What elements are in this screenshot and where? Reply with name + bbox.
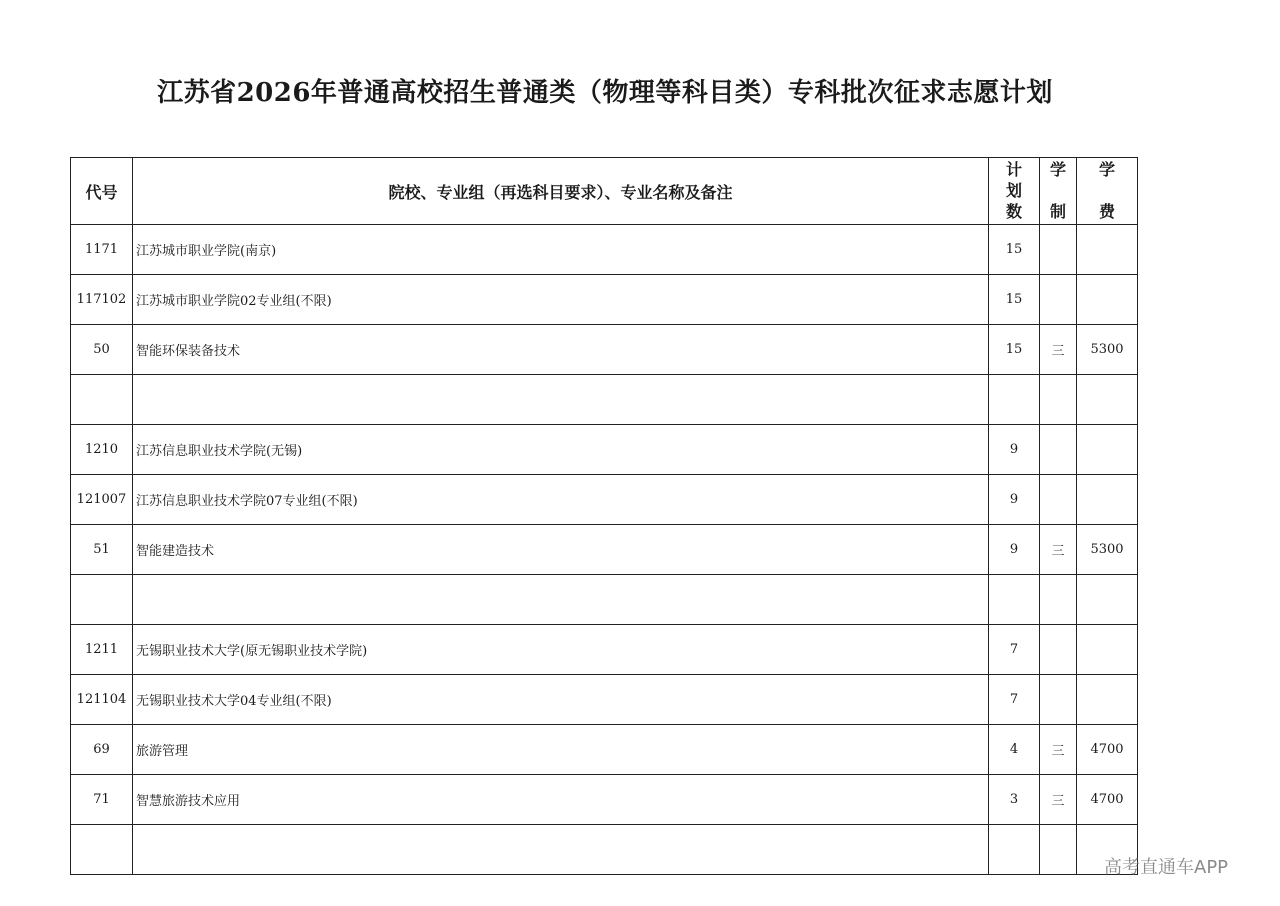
cell-plan bbox=[989, 575, 1040, 625]
cell-name bbox=[133, 825, 989, 875]
header-fee-char: 学 bbox=[1098, 160, 1115, 179]
cell-code: 69 bbox=[71, 725, 133, 775]
header-system-char: 制 bbox=[1049, 202, 1066, 222]
cell-code: 71 bbox=[71, 775, 133, 825]
cell-code bbox=[71, 375, 133, 425]
table-body bbox=[71, 225, 1138, 875]
cell-system bbox=[1040, 275, 1077, 325]
cell-system bbox=[1040, 575, 1077, 625]
cell-name: 江苏信息职业技术学院07专业组(不限) bbox=[133, 475, 989, 525]
cell-plan: 4 bbox=[989, 725, 1040, 775]
cell-code bbox=[71, 575, 133, 625]
cell-plan bbox=[989, 375, 1040, 425]
cell-name bbox=[133, 575, 989, 625]
table-row bbox=[71, 375, 1138, 425]
cell-plan bbox=[989, 825, 1040, 875]
cell-fee bbox=[1077, 475, 1138, 525]
cell-code: 51 bbox=[71, 525, 133, 575]
table-row bbox=[71, 625, 1138, 675]
cell-fee bbox=[1077, 275, 1138, 325]
cell-fee: 4700 bbox=[1077, 725, 1138, 775]
table-row bbox=[71, 325, 1138, 375]
cell-system bbox=[1040, 375, 1077, 425]
cell-system: 三 bbox=[1040, 725, 1077, 775]
cell-plan: 9 bbox=[989, 425, 1040, 475]
cell-system bbox=[1040, 825, 1077, 875]
header-plan-char: 划 bbox=[1005, 181, 1022, 201]
header-system-char: 学 bbox=[1049, 160, 1066, 179]
cell-system bbox=[1040, 475, 1077, 525]
cell-plan: 15 bbox=[989, 225, 1040, 275]
plan-table bbox=[70, 157, 1138, 875]
cell-plan: 3 bbox=[989, 775, 1040, 825]
cell-code: 117102 bbox=[71, 275, 133, 325]
cell-code: 50 bbox=[71, 325, 133, 375]
cell-system bbox=[1040, 225, 1077, 275]
cell-name: 旅游管理 bbox=[133, 725, 989, 775]
cell-code: 121104 bbox=[71, 675, 133, 725]
header-name: 院校、专业组（再选科目要求）、专业名称及备注 bbox=[133, 158, 989, 225]
cell-name: 无锡职业技术大学04专业组(不限) bbox=[133, 675, 989, 725]
table-row bbox=[71, 725, 1138, 775]
cell-system bbox=[1040, 625, 1077, 675]
table-row bbox=[71, 675, 1138, 725]
cell-system bbox=[1040, 675, 1077, 725]
cell-name: 无锡职业技术大学(原无锡职业技术学院) bbox=[133, 625, 989, 675]
page-title: 江苏省2026年普通高校招生普通类（物理等科目类）专科批次征求志愿计划 bbox=[157, 78, 1053, 108]
watermark: 高考直通车APP bbox=[1104, 857, 1229, 878]
cell-code: 1211 bbox=[71, 625, 133, 675]
cell-plan: 9 bbox=[989, 525, 1040, 575]
cell-name: 智能建造技术 bbox=[133, 525, 989, 575]
table-row bbox=[71, 475, 1138, 525]
cell-fee: 4700 bbox=[1077, 775, 1138, 825]
cell-system: 三 bbox=[1040, 525, 1077, 575]
header-plan-char: 数 bbox=[1005, 202, 1022, 222]
cell-fee bbox=[1077, 225, 1138, 275]
cell-fee bbox=[1077, 625, 1138, 675]
cell-plan: 15 bbox=[989, 275, 1040, 325]
table-row bbox=[71, 225, 1138, 275]
cell-code: 1171 bbox=[71, 225, 133, 275]
cell-fee bbox=[1077, 675, 1138, 725]
cell-system bbox=[1040, 425, 1077, 475]
table-row bbox=[71, 275, 1138, 325]
cell-plan: 7 bbox=[989, 675, 1040, 725]
header-fee bbox=[1077, 158, 1138, 225]
cell-system: 三 bbox=[1040, 775, 1077, 825]
table-row bbox=[71, 575, 1138, 625]
table-row bbox=[71, 525, 1138, 575]
cell-fee bbox=[1077, 425, 1138, 475]
cell-fee bbox=[1077, 375, 1138, 425]
table-row bbox=[71, 425, 1138, 475]
cell-name: 智能环保装备技术 bbox=[133, 325, 989, 375]
cell-name: 江苏信息职业技术学院(无锡) bbox=[133, 425, 989, 475]
cell-plan: 7 bbox=[989, 625, 1040, 675]
table-row bbox=[71, 825, 1138, 875]
cell-fee bbox=[1077, 575, 1138, 625]
cell-fee: 5300 bbox=[1077, 325, 1138, 375]
cell-code: 1210 bbox=[71, 425, 133, 475]
cell-name bbox=[133, 375, 989, 425]
header-code: 代号 bbox=[71, 158, 133, 225]
cell-plan: 15 bbox=[989, 325, 1040, 375]
table-row bbox=[71, 775, 1138, 825]
cell-system: 三 bbox=[1040, 325, 1077, 375]
cell-code bbox=[71, 825, 133, 875]
table-header-row bbox=[71, 158, 1138, 225]
cell-name: 江苏城市职业学院(南京) bbox=[133, 225, 989, 275]
cell-name: 江苏城市职业学院02专业组(不限) bbox=[133, 275, 989, 325]
header-system bbox=[1040, 158, 1077, 225]
header-plan-char: 计 bbox=[1005, 160, 1022, 179]
cell-name: 智慧旅游技术应用 bbox=[133, 775, 989, 825]
header-plan bbox=[989, 158, 1040, 225]
cell-fee: 5300 bbox=[1077, 525, 1138, 575]
cell-code: 121007 bbox=[71, 475, 133, 525]
header-fee-char: 费 bbox=[1098, 202, 1115, 222]
cell-plan: 9 bbox=[989, 475, 1040, 525]
